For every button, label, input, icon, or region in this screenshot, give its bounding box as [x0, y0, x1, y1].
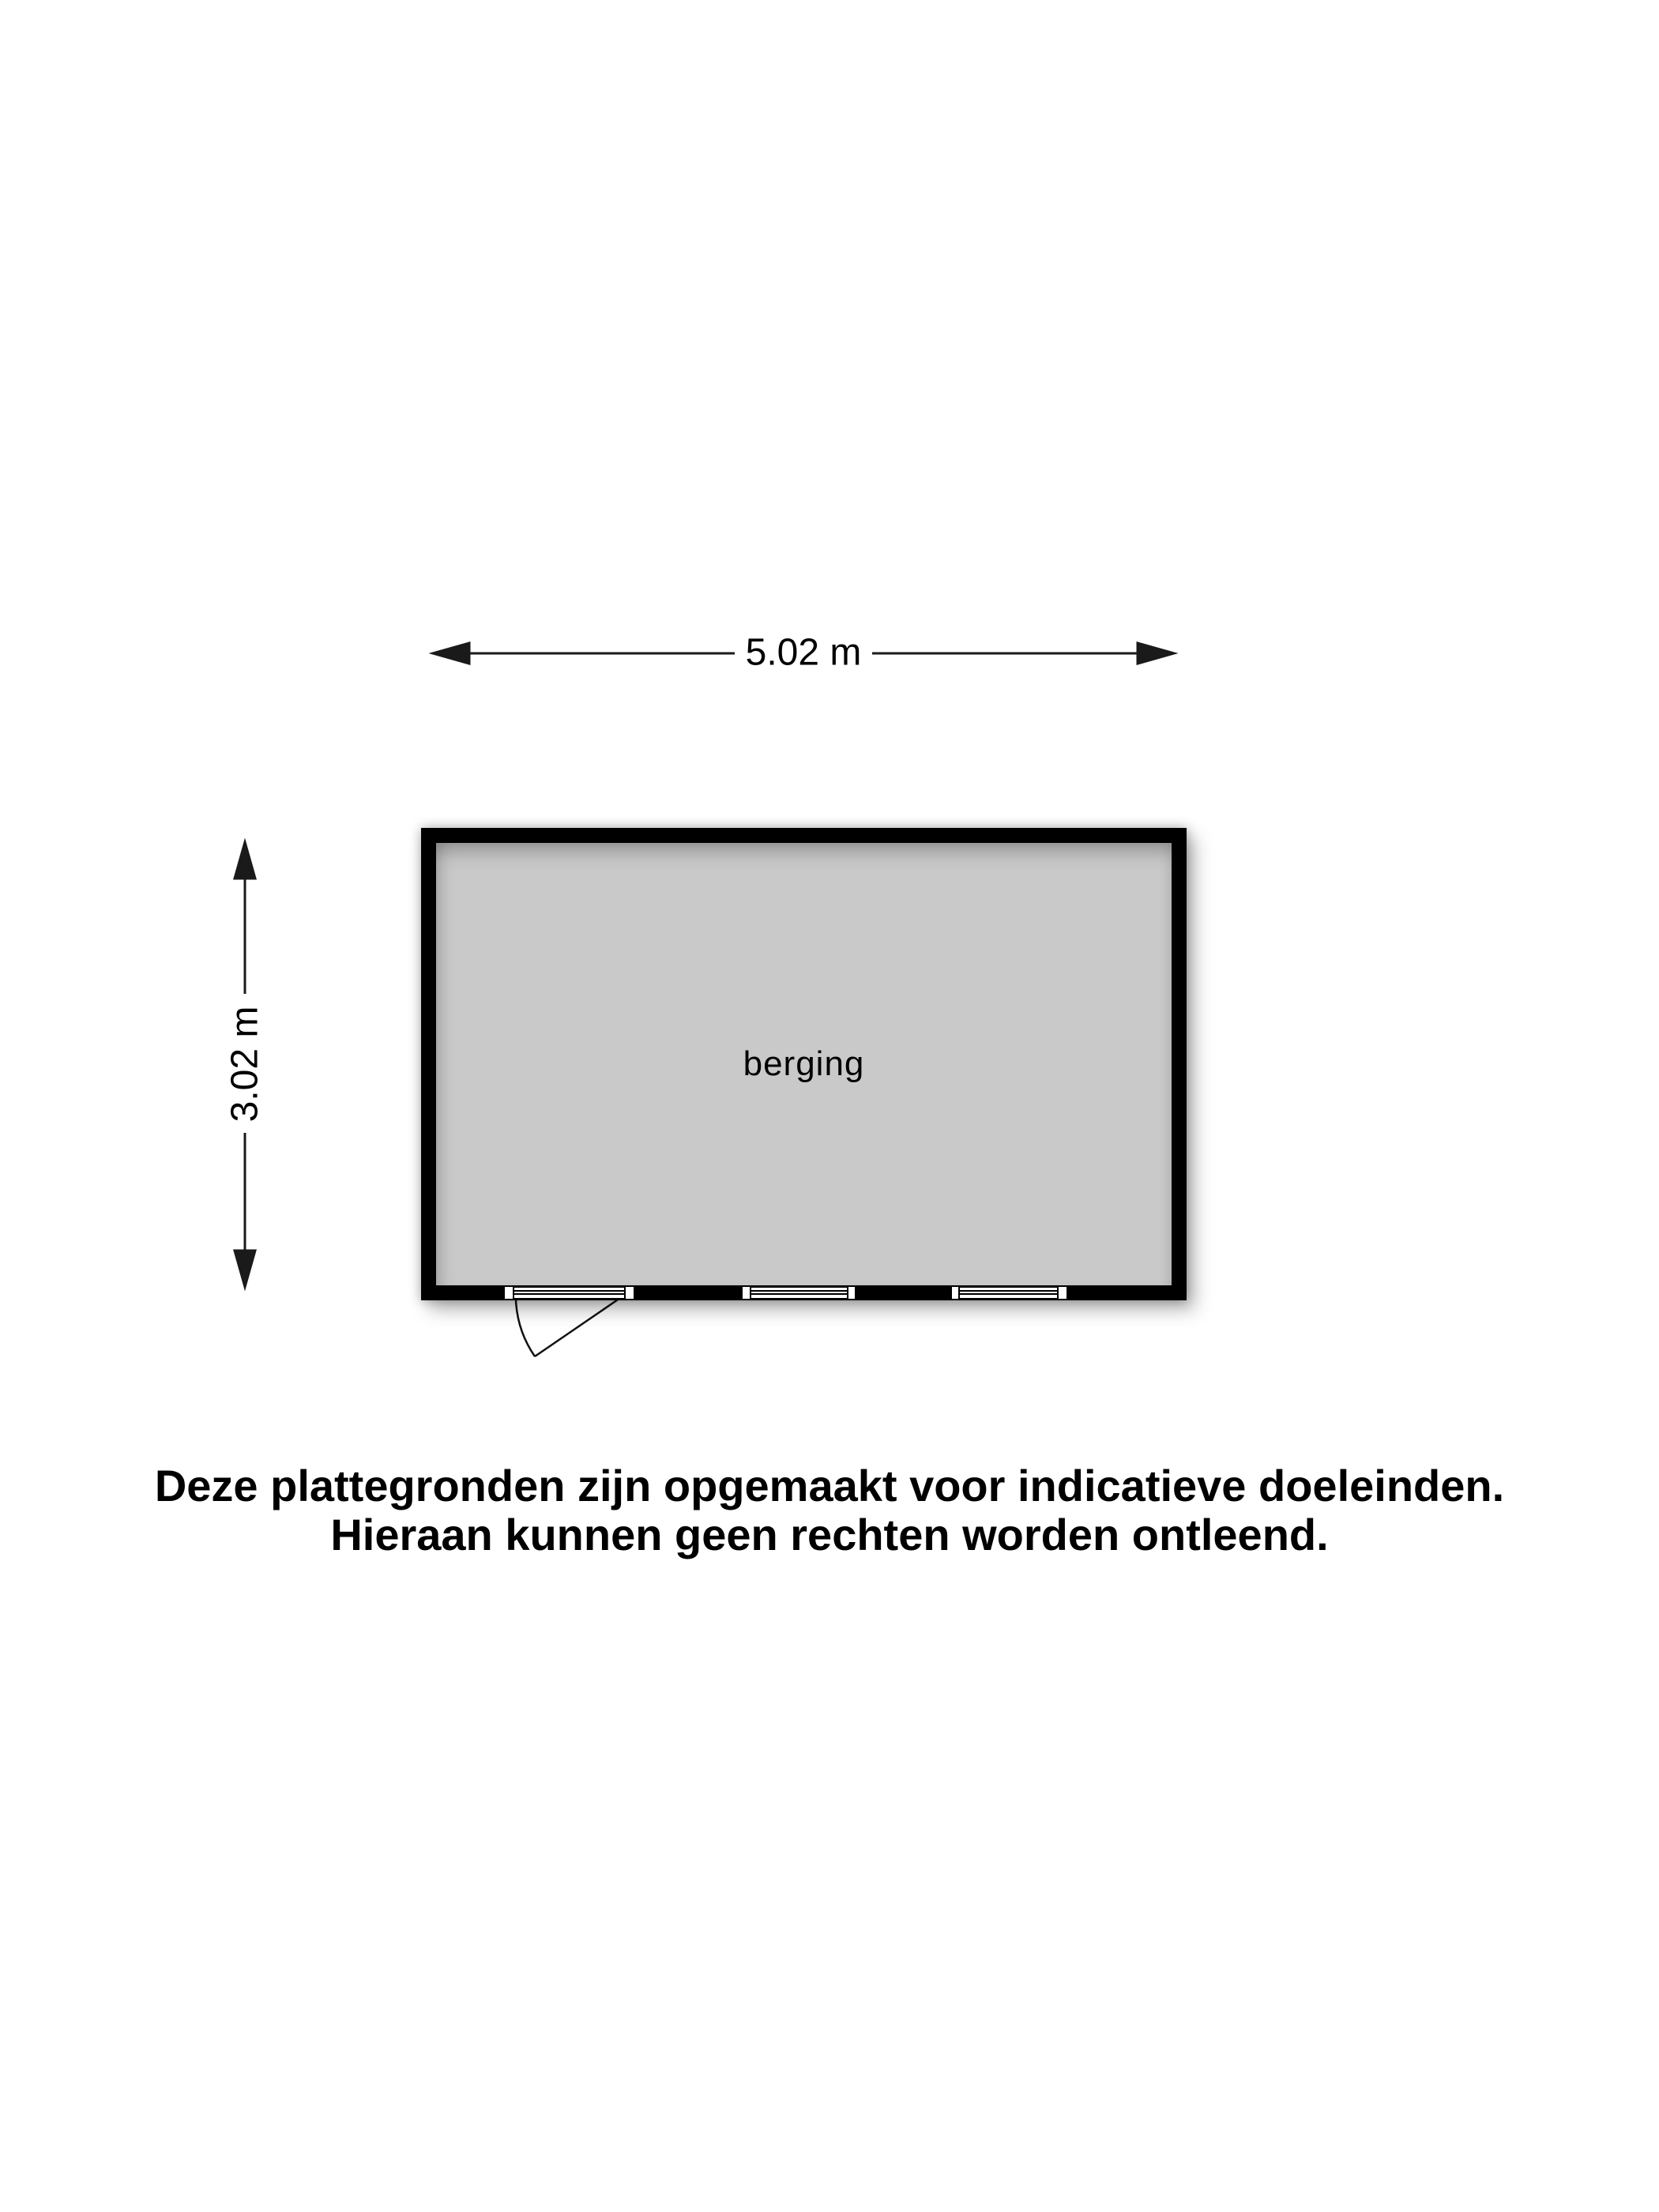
- door-leaf: [535, 1296, 623, 1356]
- door-opening-symbol: [514, 1285, 624, 1300]
- room-label: berging: [743, 1044, 865, 1083]
- disclaimer-line-1: Deze plattegronden zijn opgemaakt voor indicatieve doeleinden.: [154, 1461, 1505, 1510]
- building-outline: [421, 828, 1187, 1300]
- window-jamb: [950, 1285, 960, 1300]
- room-berging: [436, 843, 1172, 1285]
- door-jamb: [503, 1285, 514, 1300]
- window-jamb: [741, 1285, 751, 1300]
- disclaimer-line-2: Hieraan kunnen geen rechten worden ontleend.: [330, 1509, 1329, 1559]
- arrow-right-icon: [1138, 643, 1174, 664]
- arrow-left-icon: [433, 643, 469, 664]
- door-swing-arc: [516, 1300, 535, 1356]
- arrow-up-icon: [235, 842, 255, 878]
- arrow-down-icon: [235, 1251, 255, 1287]
- disclaimer-text: [0, 1462, 1659, 1559]
- height-dimension-label: 3.02 m: [224, 1006, 266, 1123]
- width-dimension-label: 5.02 m: [745, 631, 862, 674]
- window-symbol: [960, 1285, 1057, 1300]
- door-jamb: [624, 1285, 635, 1300]
- window-symbol: [751, 1285, 847, 1300]
- window-jamb: [1057, 1285, 1068, 1300]
- door-swing: [516, 1296, 623, 1356]
- window-jamb: [847, 1285, 856, 1300]
